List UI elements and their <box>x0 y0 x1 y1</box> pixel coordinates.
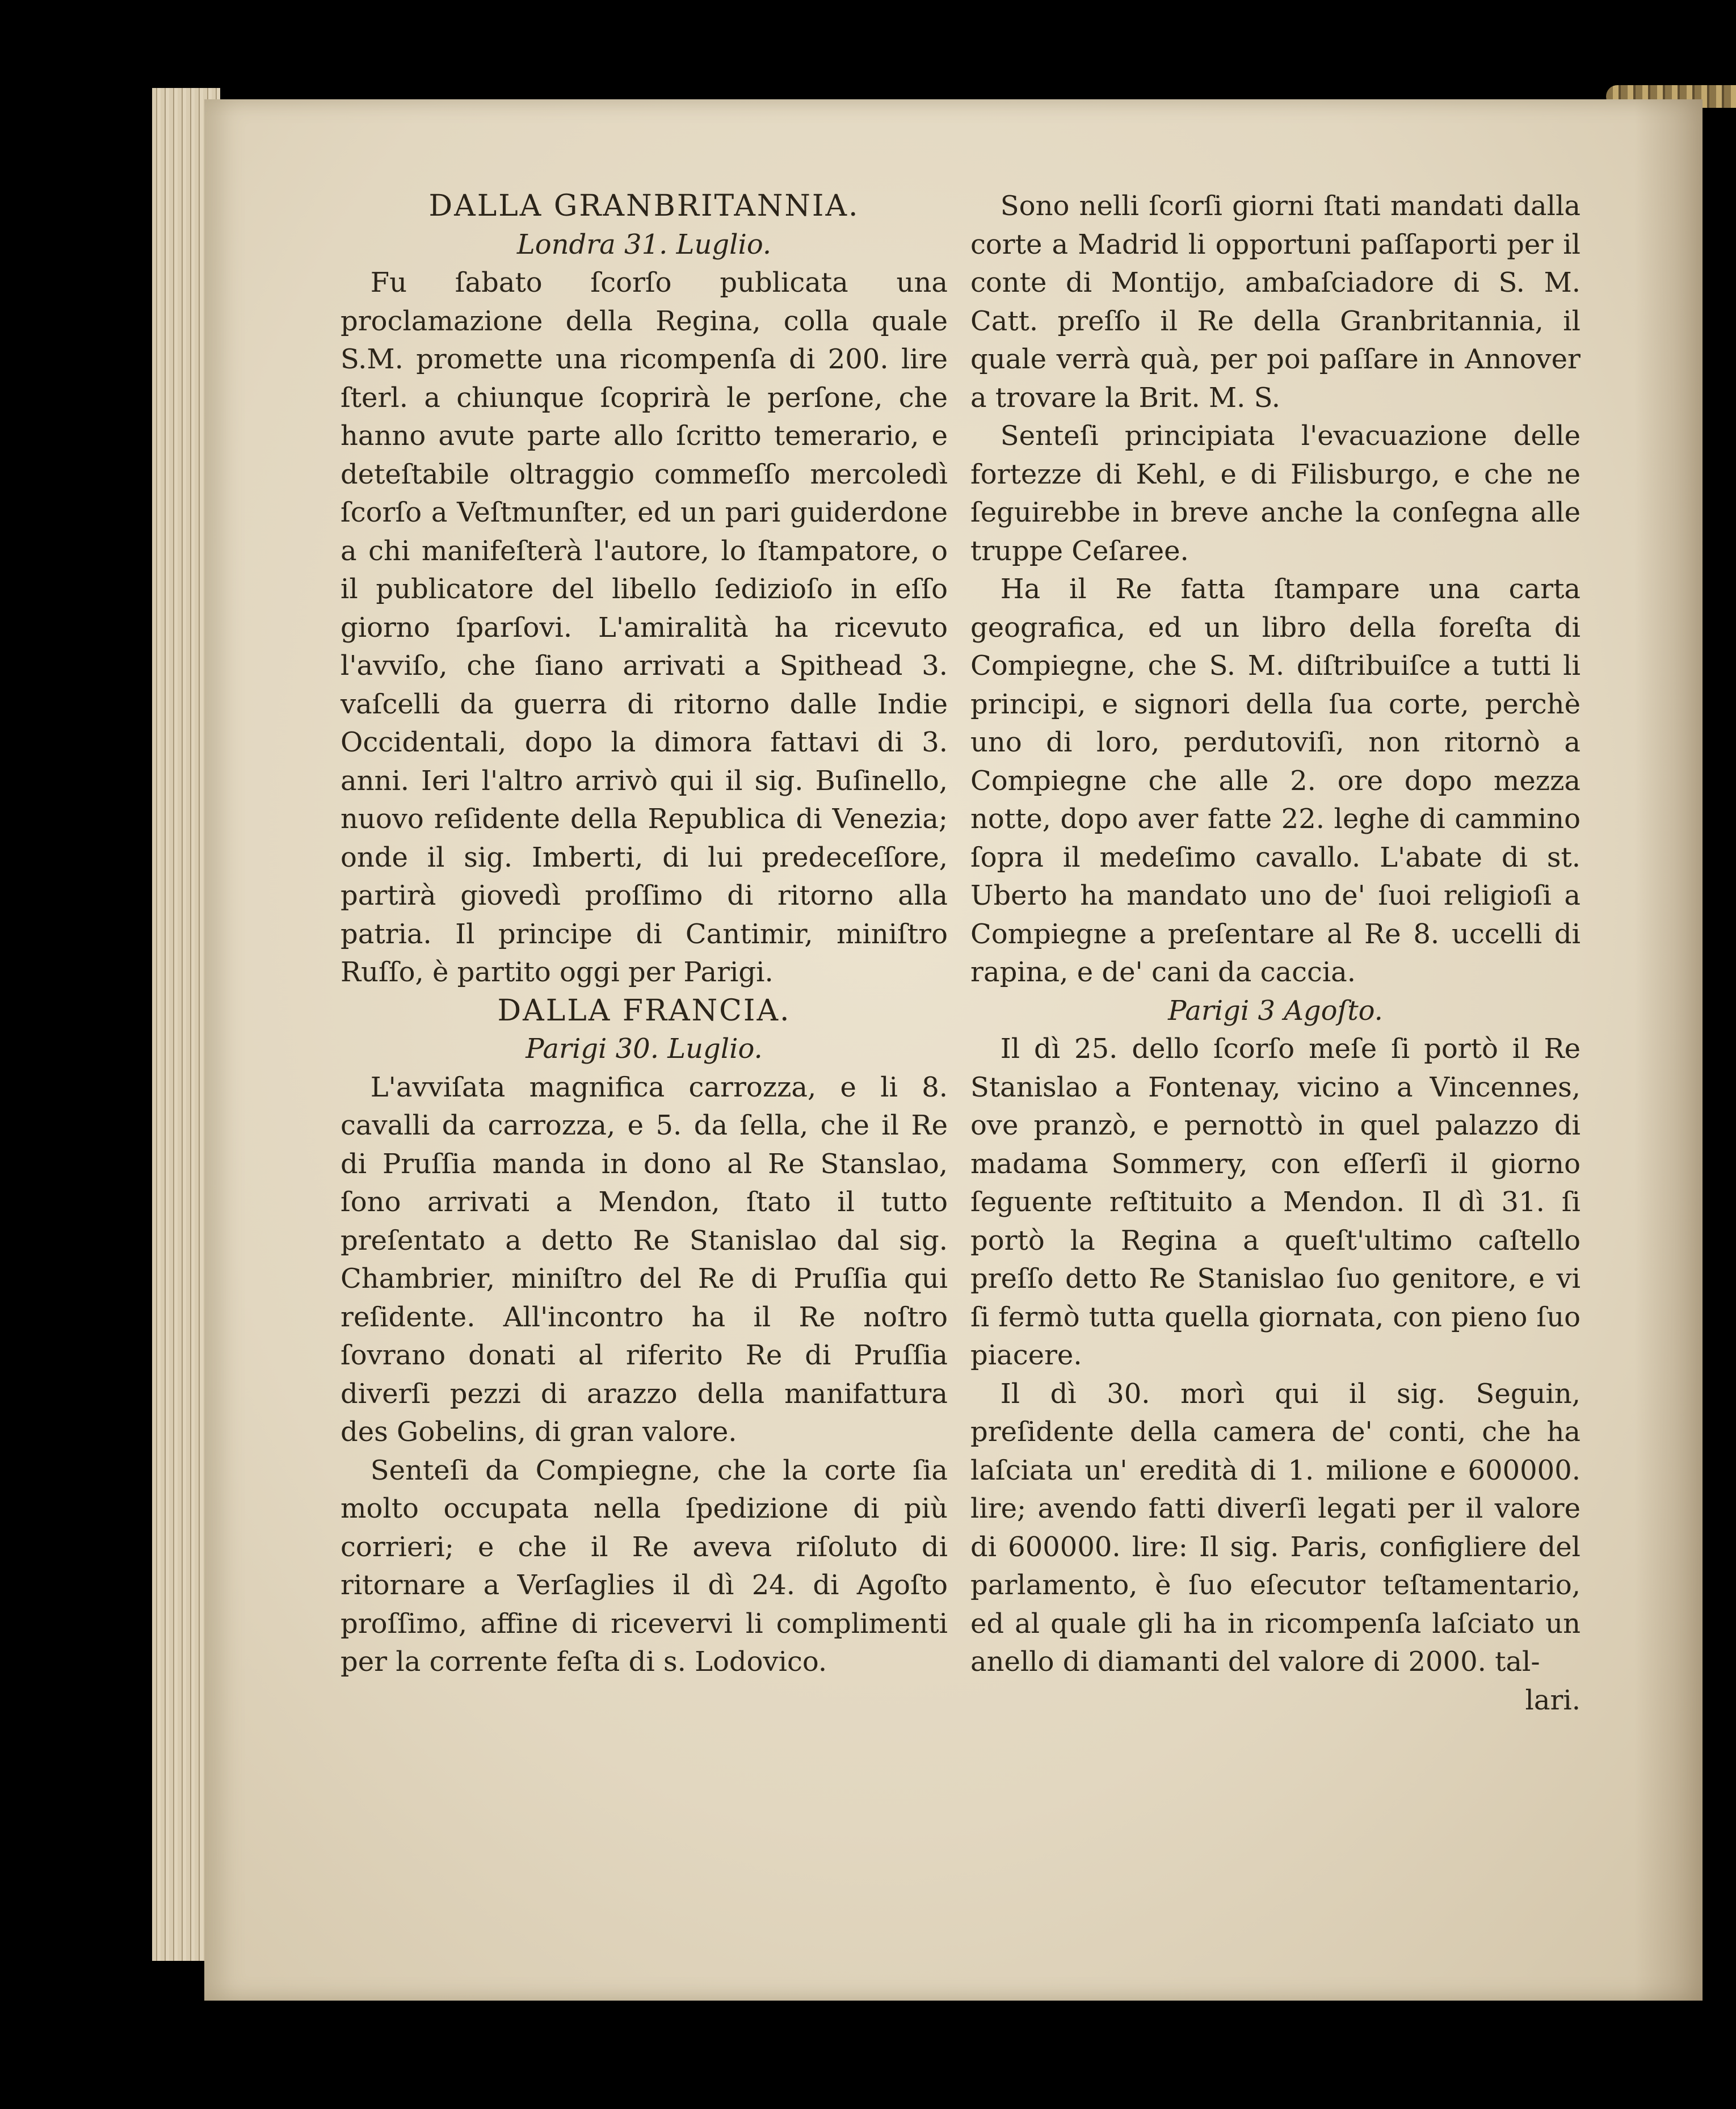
right-column <box>970 187 1581 1720</box>
catchword: lari. <box>1525 1684 1581 1716</box>
dateline: Parigi 3 Agoſto. <box>1168 994 1383 1027</box>
paragraph: Senteſi principiata l'evacuazione delle fortezze di Kehl, e di Filisburgo, e che ne ſeguirebbe in breve anche la conſegna alle truppe Ceſaree. <box>970 420 1581 567</box>
section-heading: DALLA GRANBRITANNIA. <box>428 189 860 223</box>
paragraph: Senteſi da Compiegne, che la corte ſia molto occupata nella ſpedizione di più corrieri; e che il Re aveva riſoluto di ritornare a Verſaglies il dì 24. di Agoſto proſſimo, affine di ricevervi li complimenti per la corrente feſta di s. Lodovico. <box>341 1454 948 1678</box>
paragraph: Sono nelli ſcorſi giorni ſtati mandati dalla corte a Madrid li opportuni paſſaporti per il conte di Montijo, ambaſciadore di S. M. Catt. preſſo il Re della Granbritannia, il quale verrà quà, per poi paſſare in Annover a trovare la Brit. M. S. <box>970 190 1581 414</box>
dateline: Londra 31. Luglio. <box>516 228 772 261</box>
section-heading: DALLA FRANCIA. <box>497 993 791 1028</box>
paragraph: Il dì 30. morì qui il sig. Seguin, preſidente della camera de' conti, che ha laſciata un' eredità di 1. milione e 600000. lire; avendo fatti diverſi legati per il valore di 600000. lire: Il sig. Paris, configliere del parlamento, è ſuo eſecutor teſtamentario, ed al quale gli ha in ricompenſa laſciato un anello di diamanti del valore di 2000. tal- <box>970 1377 1581 1678</box>
paragraph: L'avviſata magnifica carrozza, e li 8. cavalli da carrozza, e 5. da ſella, che il Re di Pruſſia manda in dono al Re Stanslao, ſono arrivati a Mendon, ſtato il tutto preſentato a detto Re Stanislao dal sig. Chambrier, miniſtro del Re di Pruſſia qui reſidente. All'incontro ha il Re noſtro ſovrano donati al riferito Re di Pruſſia diverſi pezzi di arazzo della manifattura des Gobelins, di gran valore. <box>341 1071 948 1448</box>
dateline: Parigi 30. Luglio. <box>526 1033 763 1065</box>
left-column <box>341 187 948 1682</box>
paragraph: Ha il Re fatta ſtampare una carta geografica, ed un libro della foreſta di Compiegne, che S. M. diſtribuiſce a tutti li principi, e signori della ſua corte, perchè uno di loro, perdutoviſi, non ritornò a Compiegne che alle 2. ore dopo mezza notte, dopo aver fatte 22. leghe di cammino ſopra il medeſimo cavallo. L'abate di st. Uberto ha mandato uno de' ſuoi religioſi a Compiegne a preſentare al Re 8. uccelli di rapina, e de' cani da caccia. <box>970 573 1581 988</box>
paragraph: Fu ſabato ſcorſo publicata una proclamazione della Regina, colla quale S.M. promette una ricompenſa di 200. lire ſterl. a chiunque ſcoprirà le perſone, che hanno avute parte allo ſcritto temerario, e deteſtabile oltraggio commeſſo mercoledì ſcorſo a Veſtmunſter, ed un pari guiderdone a chi manifeſterà l'autore, lo ſtampatore, o il publicatore del libello ſedizioſo in eſſo giorno ſparſovi. L'amiralità ha ricevuto l'avviſo, che ſiano arrivati a Spithead 3. vaſcelli da guerra di ritorno dalle Indie Occidentali, dopo la dimora fattavi di 3. anni. Ieri l'altro arrivò qui il sig. Buſinello, nuovo reſidente della Republica di Venezia; onde il sig. Imberti, di lui predeceſſore, partirà giovedì proſſimo di ritorno alla patria. Il principe di Cantimir, miniſtro Ruſſo, è partito oggi per Parigi. <box>341 267 948 988</box>
paragraph: Il dì 25. dello ſcorſo meſe ſi portò il Re Stanislao a Fontenay, vicino a Vincennes, ove pranzò, e pernottò in quel palazzo di madama Sommery, con eſſerſi il giorno ſeguente reſtituito a Mendon. Il dì 31. ſi portò la Regina a queſt'ultimo caſtello preſſo detto Re Stanislao ſuo genitore, e vi ſi fermò tutta quella giornata, con pieno ſuo piacere. <box>970 1033 1581 1371</box>
gutter-shadow <box>1634 99 1703 2001</box>
